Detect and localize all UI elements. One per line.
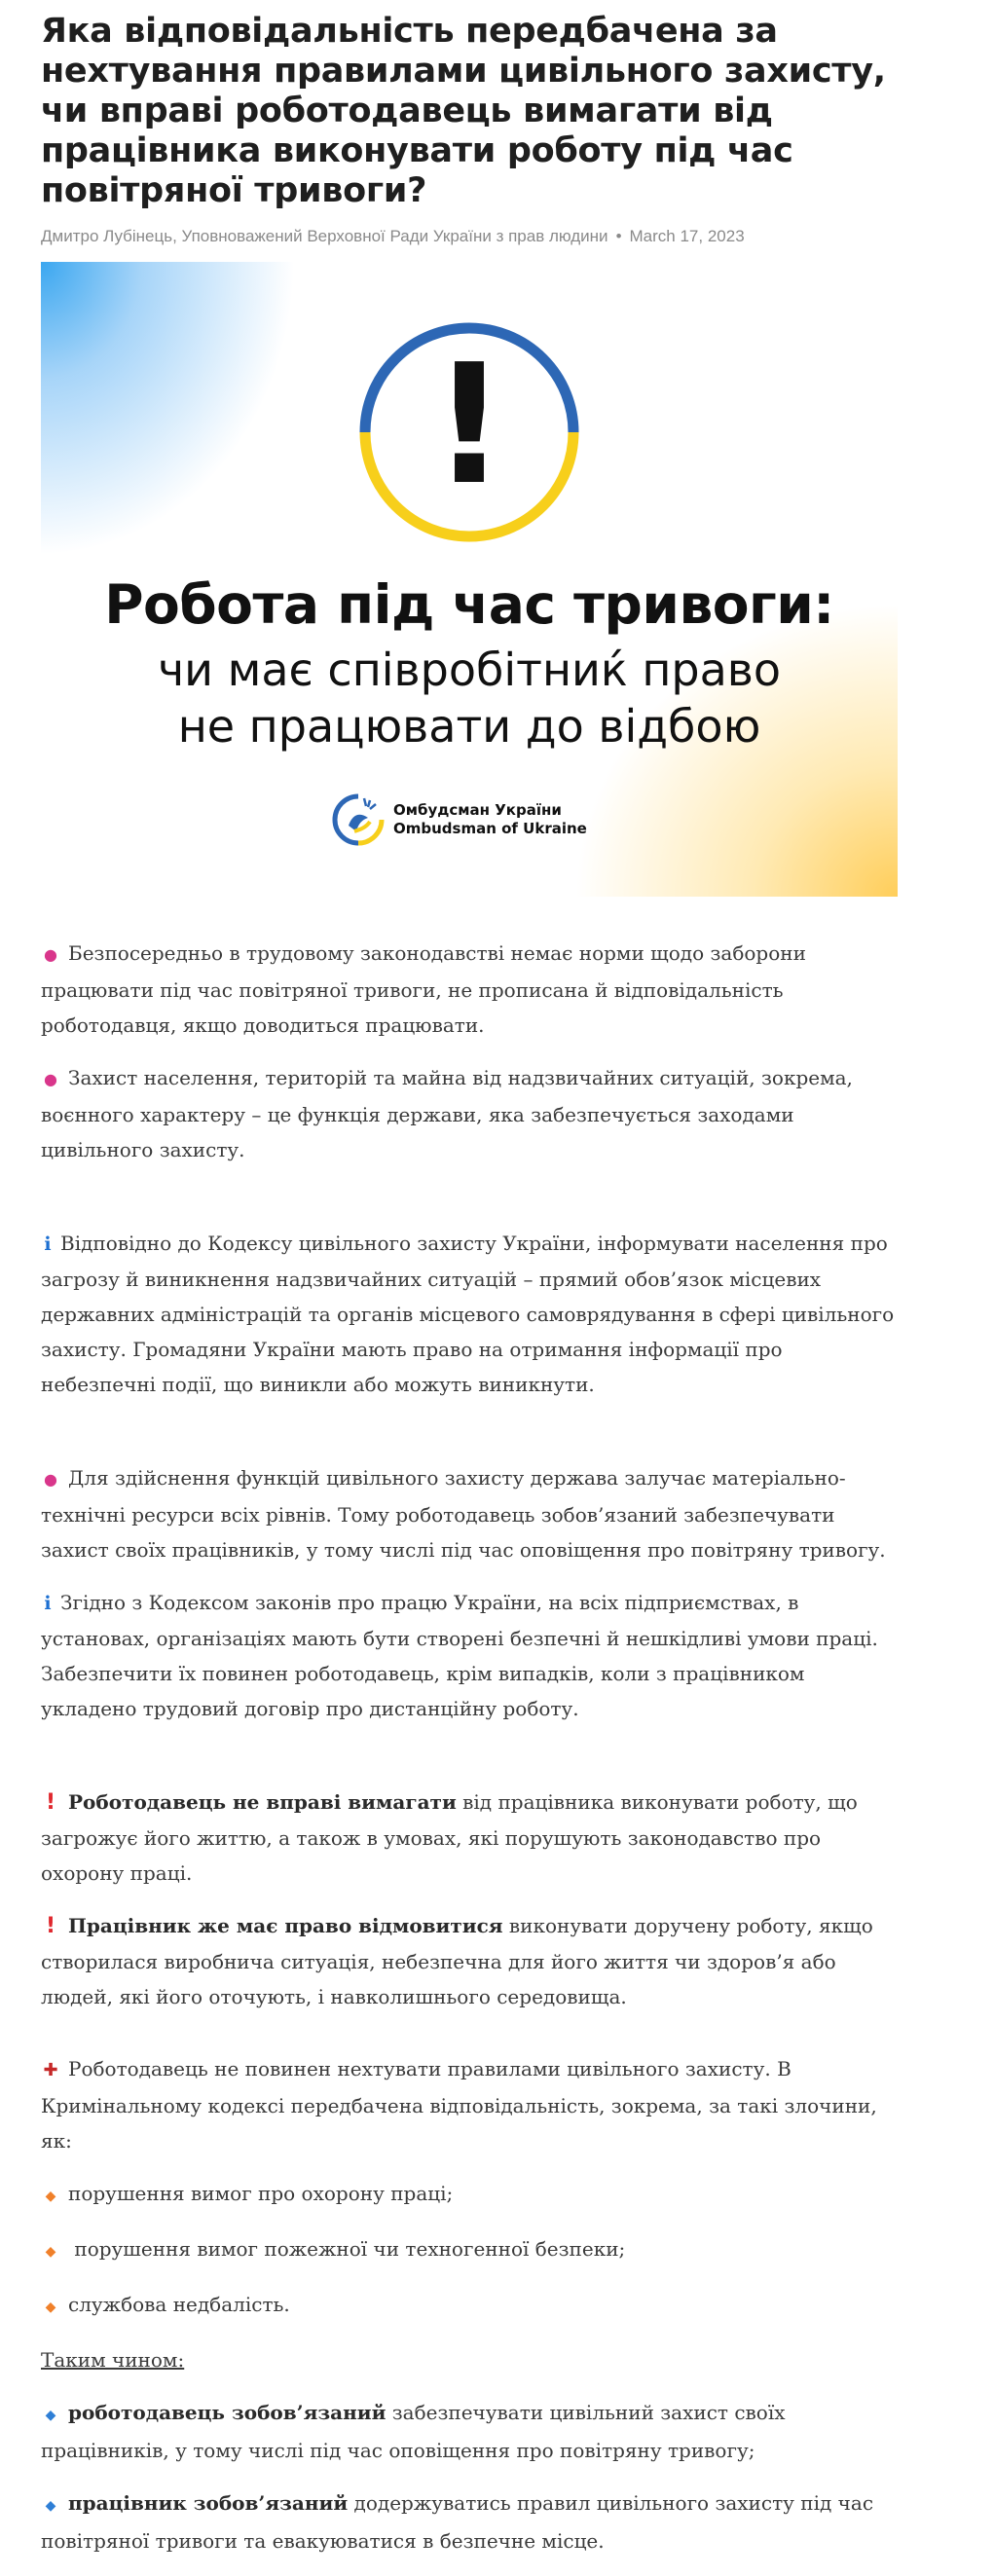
meta-separator: •: [615, 227, 622, 245]
orange-diamond-icon: ◆: [45, 2189, 56, 2204]
hero-subline-2: не працювати до відбою: [177, 700, 761, 753]
page-title: Яка відповідальність передбачена за нехтування правилами цивільного захисту, чи вправі роботодавець вимагати від працівника виконувати роботу під час повітряної тривоги?: [41, 12, 886, 210]
warning-mark: !: [431, 329, 507, 522]
conclusion-label: Таким чином:: [41, 2348, 185, 2372]
hero-subline-1: чи має співробітниќ право: [157, 644, 782, 696]
round-pushpin-icon: ●: [44, 1470, 57, 1489]
author[interactable]: Дмитро Лубінець, Уповноважений Верховної Ради України з прав людини: [41, 227, 608, 245]
orange-diamond-icon: ◆: [45, 2244, 56, 2260]
logo-text: [393, 801, 587, 838]
list-item: ◆ роботодавець зобов’язаний забезпечувати цивільний захист своїх працівників, у тому числі під час оповіщення про повітряну тривогу;: [41, 2395, 898, 2468]
information-icon: i: [44, 1593, 52, 1614]
hero-subline: [41, 642, 898, 754]
logo-line-ua: Омбудсман України: [393, 801, 562, 819]
logo-line-en: Ombudsman of Ukraine: [393, 820, 587, 837]
article-body: [41, 936, 898, 2558]
round-pushpin-icon: ●: [44, 1070, 57, 1088]
paragraph: i Згідно з Кодексом законів про працю України, на всіх підприємствах, в установах, організаціях мають бути створені безпечні й нешкідливі умови праці. Забезпечити їх повинен роботодавець, крім випадків, коли з працівником укладено трудовий договір про дистанційну роботу.: [41, 1585, 898, 1726]
paragraph: ● Захист населення, територій та майна від надзвичайних ситуацій, зокрема, воєнного характеру – це функція держави, яка забезпечується заходами цивільного захисту.: [41, 1060, 898, 1167]
ombudsman-logo: [331, 792, 587, 847]
paragraph: ● Для здійснення функцій цивільного захисту держава залучає матеріально-технічні ресурси всіх рівнів. Тому роботодавець зобов’язаний забезпечувати захист своїх працівників, у тому числі під час оповіщення про повітряну тривогу.: [41, 1460, 898, 1567]
red-exclamation-icon: !: [45, 1914, 56, 1938]
information-icon: i: [44, 1233, 52, 1255]
publish-date: March 17, 2023: [629, 227, 745, 245]
paragraph: i Відповідно до Кодексу цивільного захисту України, інформувати населення про загрозу й виникнення надзвичайних ситуацій – прямий обов’язок місцевих державних адміністрацій та органів місцевого самоврядування в сфері цивільного захисту. Громадяни України мають право на отримання інформації про небезпечні події, що виникли або можуть виникнути.: [41, 1226, 898, 1402]
list-item: ◆ службова недбалість.: [41, 2287, 898, 2325]
paragraph: ● Безпосередньо в трудовому законодавстві немає норми щодо заборони працювати під час повітряної тривоги, не прописана й відповідальність роботодавця, якщо доводиться працювати.: [41, 936, 898, 1043]
pushpin-icon: ✚: [43, 2060, 58, 2080]
hero-image: [41, 262, 898, 897]
warning-icon: [355, 318, 583, 546]
orange-diamond-icon: ◆: [45, 2300, 56, 2315]
blue-diamond-icon: ◆: [45, 2498, 56, 2514]
article-meta: [41, 227, 898, 246]
list-item: ◆ порушення вимог пожежної чи техногенної безпеки;: [41, 2231, 898, 2269]
blue-diamond-icon: ◆: [45, 2408, 56, 2423]
list-item: ◆ порушення вимог про охорону праці;: [41, 2176, 898, 2214]
round-pushpin-icon: ●: [44, 945, 57, 964]
paragraph: ! Роботодавець не вправі вимагати від працівника виконувати роботу, що загрожує його життю, а також в умовах, які порушують законодавство про охорону праці.: [41, 1785, 898, 1891]
list-item: ◆ працівник зобов’язаний додержуватись правил цивільного захисту під час повітряної тривоги та евакуюватися в безпечне місце.: [41, 2485, 898, 2558]
article-container: [41, 0, 898, 2576]
red-exclamation-icon: !: [45, 1790, 56, 1815]
paragraph: [41, 2342, 898, 2377]
paragraph: ! Працівник же має право відмовитися виконувати доручену роботу, якщо створилася виробнича ситуація, небезпечна для його життя чи здоров’я або людей, які його оточують, і навколишнього середовища.: [41, 1908, 898, 2014]
paragraph: ✚ Роботодавець не повинен нехтувати правилами цивільного захисту. В Кримінальному кодексі передбачена відповідальність, зокрема, за такі злочини, як:: [41, 2051, 898, 2158]
hero-headline: Робота під час тривоги:: [104, 573, 834, 636]
ombudsman-emblem-icon: [331, 792, 386, 847]
